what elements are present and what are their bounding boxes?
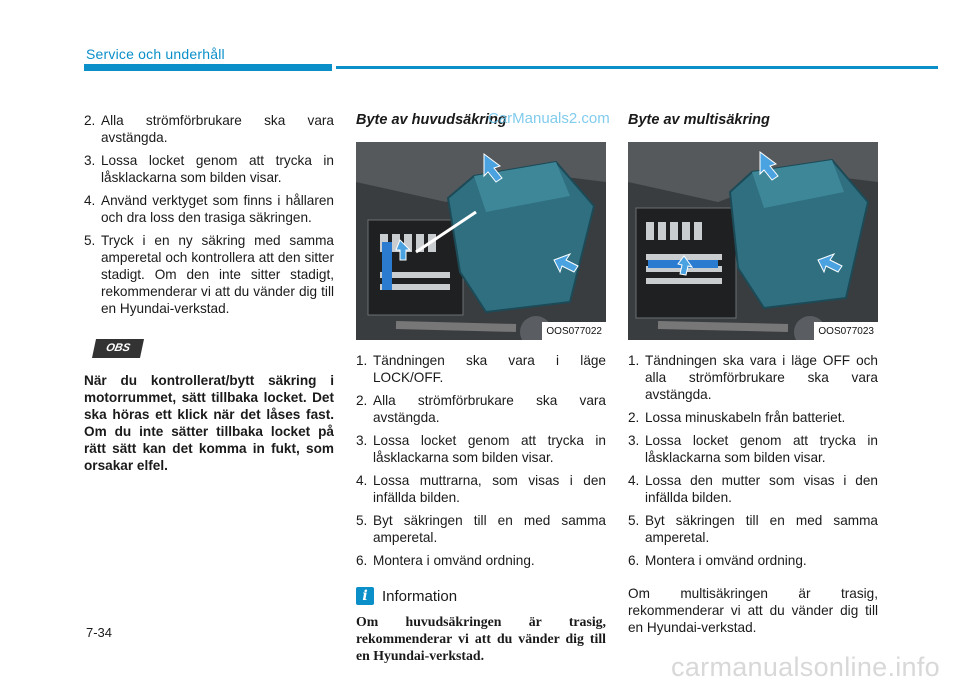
arrow-icon-group: [628, 142, 878, 340]
watermark-text: CarManuals2.com: [488, 110, 610, 127]
info-icon: i: [356, 587, 374, 605]
left-column: [84, 112, 334, 474]
image-code-label: OOS077023: [814, 322, 878, 340]
information-header: [356, 587, 606, 605]
middle-column: [356, 112, 606, 664]
list-item: 2. Lossa minuskabeln från batteriet.: [628, 410, 846, 425]
list-item: 5. Byt säkringen till en med samma amperetal.: [356, 513, 606, 545]
list-item: 4. Använd verktyget som finns i hållaren och dra loss den trasiga säkringen.: [84, 193, 334, 225]
header-rule-thick: [84, 64, 332, 71]
left-steps-list: [84, 112, 334, 317]
list-item: 4. Lossa muttrarna, som visas i den infällda bilden.: [356, 473, 606, 505]
list-item: 1. Tändningen ska vara i läge OFF och alla strömförbrukare ska vara avstängda.: [628, 353, 878, 402]
list-item: 6. Montera i omvänd ordning.: [356, 553, 535, 568]
list-item: 3. Lossa locket genom att trycka in låsklackarna som bilden visar.: [356, 433, 606, 465]
list-item: 1. Tändningen ska vara i läge LOCK/OFF.: [356, 353, 606, 385]
list-item: 2. Alla strömförbrukare ska vara avstängda.: [84, 113, 334, 145]
list-item: 3. Lossa locket genom att trycka in låsklackarna som bilden visar.: [84, 153, 334, 185]
list-item: 3. Lossa locket genom att trycka in låsklackarna som bilden visar.: [628, 433, 878, 465]
information-title: Information: [382, 587, 458, 605]
footer-watermark: carmanualsonline.info: [671, 652, 940, 682]
section-header-title: Service och underhåll: [86, 46, 225, 62]
image-code-label: OOS077022: [542, 322, 606, 340]
multi-fuse-photo: [628, 142, 878, 340]
list-item: 2. Alla strömförbrukare ska vara avstängda.: [356, 393, 606, 425]
main-fuse-photo: [356, 142, 606, 340]
multi-fuse-steps-list: [628, 352, 878, 569]
main-fuse-steps-list: [356, 352, 606, 569]
obs-badge: OBS: [92, 339, 144, 358]
list-item: 6. Montera i omvänd ordning.: [628, 553, 807, 568]
main-fuse-title: Byte av huvudsäkring: [356, 112, 507, 128]
closing-paragraph: Om multisäkringen är trasig, rekommenderar vi att du vänder dig till en Hyundai-verkstad.: [628, 586, 878, 635]
list-item: 5. Byt säkringen till en med samma amperetal.: [628, 513, 878, 545]
multi-fuse-title: Byte av multisäkring: [628, 112, 770, 128]
arrow-icon-group: [356, 142, 606, 340]
page-number: 7-34: [86, 625, 113, 640]
list-item: 4. Lossa den mutter som visas i den infällda bilden.: [628, 473, 878, 505]
obs-note-text: När du kontrollerat/bytt säkring i motorrummet, sätt tillbaka locket. Det ska höras ett klick när det låses fast. Om du inte sätter tillbaka locket på rätt sätt kan det komma in fukt, som orsakar elfel.: [84, 373, 334, 473]
list-item: 5. Tryck i en ny säkring med samma amperetal och kontrollera att den sitter stadigt. Om den inte sitter stadigt, rekommenderar vi att du vänder dig till en Hyundai-verkstad.: [84, 233, 334, 316]
header-rule-thin: [336, 66, 938, 69]
information-text: Om huvudsäkringen är trasig, rekommenderar vi att du vänder dig till en Hyundai-verkstad.: [356, 614, 606, 663]
right-column: [628, 112, 878, 636]
